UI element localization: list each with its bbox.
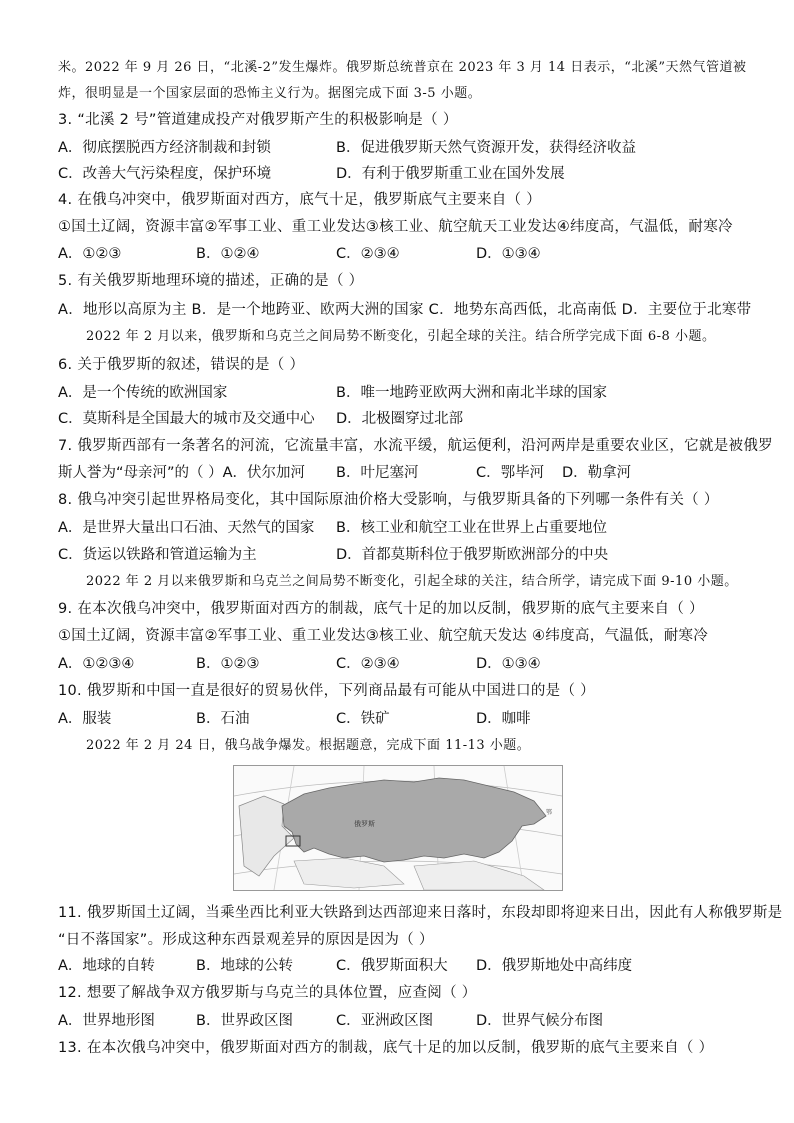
q4-option-c: C．②③④ (336, 246, 400, 262)
q11-option-d: D．俄罗斯地处中高纬度 (476, 958, 633, 974)
q9-option-a: A．①②③④ (58, 656, 135, 672)
q12-option-a: A．世界地形图 (58, 1013, 155, 1029)
question-3-stem: 3. “北溪 2 号”管道建成投产对俄罗斯产生的积极影响是（ ） (58, 112, 458, 128)
q8-option-b: B．核工业和航空工业在世界上占重要地位 (336, 520, 607, 536)
east-asia-shape (414, 861, 544, 890)
russia-map (233, 765, 563, 891)
q7-option-c: C．鄂毕河 (476, 465, 545, 481)
q6-option-c: C．莫斯科是全国最大的城市及交通中心 (58, 411, 315, 427)
q9-option-b: B．①②③ (196, 656, 260, 672)
question-11-line-2: “日不落国家”。形成这种东西景观差异的原因是因为（ ） (58, 932, 434, 948)
q12-option-c: C．亚洲政区图 (336, 1013, 434, 1029)
q3-option-c: C．改善大气污染程度，保护环境 (58, 166, 272, 182)
q10-option-c: C．铁矿 (336, 711, 390, 727)
question-13-stem: 13. 在本次俄乌冲突中，俄罗斯面对西方的制裁，底气十足的加以反制，俄罗斯的底气主要来自（ ） (58, 1040, 714, 1056)
russia-map-mark: 鄂 (546, 809, 553, 816)
intro-line-1: 米。2022 年 9 月 26 日，“北溪-2”发生爆炸。俄罗斯总统普京在 2023 年 3 月 14 日表示，“北溪”天然气管道被 (58, 60, 747, 75)
q10-option-d: D．咖啡 (476, 711, 531, 727)
q5-options: A．地形以高原为主 B．是一个地跨亚、欧两大洲的国家 C．地势东高西低，北高南低 D．主要位于北寒带 (58, 302, 752, 318)
russia-map-graphic (234, 766, 562, 890)
intro-6-8: 2022 年 2 月以来，俄罗斯和乌克兰之间局势不断变化，引起全球的关注。结合所学完成下面 6-8 小题。 (86, 329, 716, 344)
intro-11-13: 2022 年 2 月 24 日，俄乌战争爆发。根据题意，完成下面 11-13 小题。 (86, 738, 531, 753)
q9-option-c: C．②③④ (336, 656, 400, 672)
central-asia-shape (294, 858, 404, 888)
intro-9-10: 2022 年 2 月以来俄罗斯和乌克兰之间局势不断变化，引起全球的关注，结合所学，请完成下面 9-10 小题。 (86, 574, 738, 589)
question-6-stem: 6. 关于俄罗斯的叙述，错误的是（ ） (58, 357, 305, 373)
q11-option-b: B．地球的公转 (196, 958, 293, 974)
question-10-stem: 10. 俄罗斯和中国一直是很好的贸易伙伴，下列商品最有可能从中国进口的是（ ） (58, 683, 595, 699)
question-8-stem: 8. 俄乌冲突引起世界格局变化，其中国际原油价格大受影响，与俄罗斯具备的下列哪一条件有关（ ） (58, 492, 719, 508)
q3-option-b: B．促进俄罗斯天然气资源开发，获得经济收益 (336, 140, 636, 156)
question-11-line-1: 11. 俄罗斯国土辽阔，当乘坐西比利亚大铁路到达西部迎来日落时，东段却即将迎来日出，因此有人称俄罗斯是 (58, 905, 783, 921)
q10-option-b: B．石油 (196, 711, 250, 727)
q4-option-d: D．①③④ (476, 246, 541, 262)
q6-option-d: D．北极圈穿过北部 (336, 411, 464, 427)
q8-option-d: D．首都莫斯科位于俄罗斯欧洲部分的中央 (336, 547, 609, 563)
question-4-stem: 4. 在俄乌冲突中，俄罗斯面对西方，底气十足，俄罗斯底气主要来自（ ） (58, 192, 542, 208)
q4-option-b: B．①②④ (196, 246, 260, 262)
question-7-line-1: 7. 俄罗斯西部有一条著名的河流，它流量丰富，水流平缓，航运便利，沿河两岸是重要农业区，它就是被俄罗 (58, 438, 773, 454)
q6-option-b: B．唯一地跨亚欧两大洲和南北半球的国家 (336, 385, 607, 401)
q10-option-a: A．服装 (58, 711, 112, 727)
q7-option-d: D．勒拿河 (562, 465, 632, 481)
q3-option-d: D．有利于俄罗斯重工业在国外发展 (336, 166, 565, 182)
q11-option-a: A．地球的自转 (58, 958, 155, 974)
q4-option-a: A．①②③ (58, 246, 122, 262)
q7-stem-with-option-a: 斯人誉为“母亲河”的（ ）A．伏尔加河 (58, 465, 306, 481)
russia-map-label: 俄罗斯 (354, 820, 375, 828)
question-12-stem: 12. 想要了解战争双方俄罗斯与乌克兰的具体位置，应查阅（ ） (58, 985, 477, 1001)
q6-option-a: A．是一个传统的欧洲国家 (58, 385, 228, 401)
q8-option-c: C．货运以铁路和管道运输为主 (58, 547, 257, 563)
q9-items: ①国土辽阔，资源丰富②军事工业、重工业发达③核工业、航空航天发达 ④纬度高，气温低，耐寒冷 (58, 628, 709, 644)
russia-shape (282, 778, 546, 862)
question-5-stem: 5. 有关俄罗斯地理环境的描述，正确的是（ ） (58, 273, 364, 289)
q4-items: ①国土辽阔，资源丰富②军事工业、重工业发达③核工业、航空航天工业发达④纬度高，气温低，耐寒冷 (58, 219, 733, 235)
q12-option-d: D．世界气候分布图 (476, 1013, 604, 1029)
q11-option-c: C．俄罗斯面积大 (336, 958, 448, 974)
q8-option-a: A．是世界大量出口石油、天然气的国家 (58, 520, 315, 536)
question-9-stem: 9. 在本次俄乌冲突中，俄罗斯面对西方的制裁，底气十足的加以反制，俄罗斯的底气主要来自（ ） (58, 601, 704, 617)
q12-option-b: B．世界政区图 (196, 1013, 293, 1029)
q9-option-d: D．①③④ (476, 656, 541, 672)
intro-line-2: 炸，很明显是一个国家层面的恐怖主义行为。据图完成下面 3-5 小题。 (58, 86, 482, 101)
q7-option-b: B．叶尼塞河 (336, 465, 419, 481)
q3-option-a: A．彻底摆脱西方经济制裁和封锁 (58, 140, 271, 156)
